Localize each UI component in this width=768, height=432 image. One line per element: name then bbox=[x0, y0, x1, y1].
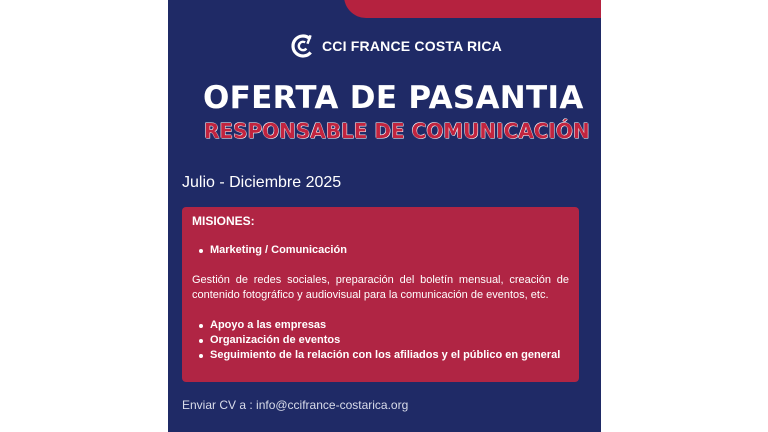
mission-description: Gestión de redes sociales, preparación del boletín mensual, creación de contenido fotográfico y audiovisual para la comunicación de eventos, etc. bbox=[192, 274, 569, 301]
top-accent-banner bbox=[344, 0, 601, 18]
list-item: Marketing / Comunicación bbox=[192, 243, 569, 258]
position-title: RESPONSABLE DE COMUNICACIÓN bbox=[204, 119, 590, 143]
secondary-missions-list bbox=[192, 318, 569, 363]
missions-label: MISIONES: bbox=[192, 214, 255, 228]
brand-logo bbox=[290, 32, 502, 60]
list-item: Apoyo a las empresas bbox=[192, 318, 569, 333]
primary-missions-list bbox=[192, 243, 569, 258]
internship-period: Julio - Diciembre 2025 bbox=[182, 174, 342, 191]
list-item: Seguimiento de la relación con los afiliados y el público en general bbox=[192, 348, 569, 363]
offer-title: OFERTA DE PASANTIA bbox=[203, 80, 584, 116]
cci-logo-icon bbox=[290, 33, 316, 59]
missions-panel bbox=[182, 207, 579, 382]
list-item: Organización de eventos bbox=[192, 333, 569, 348]
send-cv-contact: Enviar CV a : info@ccifrance-costarica.org bbox=[182, 398, 409, 412]
job-offer-poster bbox=[168, 0, 601, 432]
brand-name: CCI FRANCE COSTA RICA bbox=[322, 38, 502, 54]
